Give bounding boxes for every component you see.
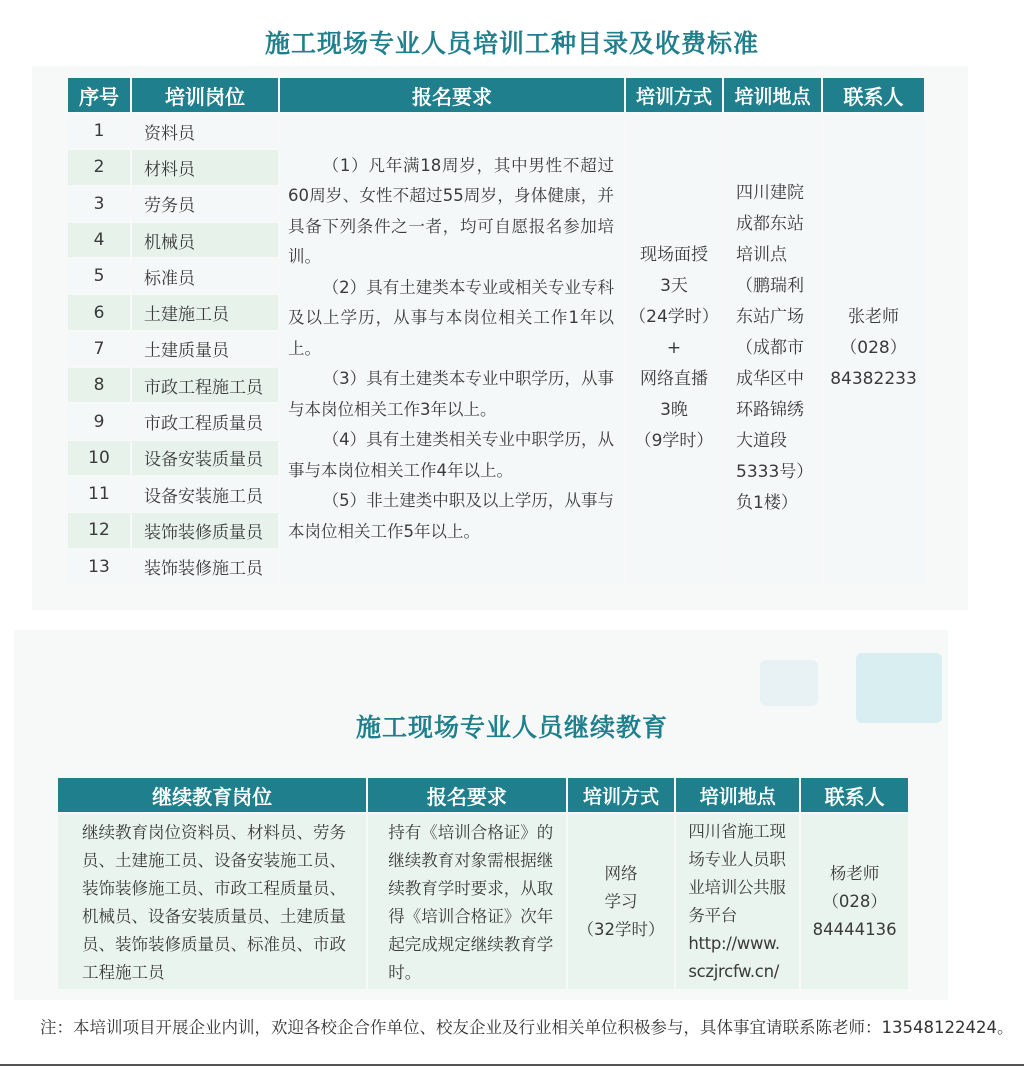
header-ce-requirements: 报名要求 — [368, 778, 565, 812]
location-line: 业培训公共服 — [688, 877, 786, 897]
location-line: 培训点 — [736, 245, 787, 266]
header-ce-method: 培训方式 — [568, 778, 675, 812]
requirements-cell — [280, 114, 624, 584]
platform-link[interactable]: http://www. — [688, 933, 780, 953]
row-position: 机械员 — [132, 223, 278, 257]
row-number: 3 — [68, 187, 130, 221]
row-number: 12 — [68, 513, 130, 547]
header-ce-contact: 联系人 — [801, 778, 908, 812]
method-line: 网络直播 — [640, 369, 708, 390]
location-line: 成华区中 — [736, 369, 804, 390]
header-position: 培训岗位 — [132, 78, 278, 112]
table-row — [58, 814, 908, 989]
header-method: 培训方式 — [626, 78, 722, 112]
footer-note: 注：本培训项目开展企业内训，欢迎各校企合作单位、校友企业及行业相关单位积极参与，具体事宜请联系陈老师：13548122424。 — [40, 1018, 1014, 1037]
row-position: 设备安装施工员 — [132, 477, 278, 511]
row-position: 市政工程施工员 — [132, 368, 278, 402]
location-line: （成都市 — [736, 338, 804, 359]
location-line: 5333号） — [736, 462, 814, 483]
requirement-item: （1）凡年满18周岁，其中男性不超过60周岁、女性不超过55周岁，身体健康，并具备下列条件之一者，均可自愿报名参加培训。 — [288, 155, 614, 267]
row-position: 装饰装修施工员 — [132, 550, 278, 584]
row-number: 11 — [68, 477, 130, 511]
requirement-item: （5）非土建类中职及以上学历，从事与本岗位相关工作5年以上。 — [288, 491, 614, 541]
header-ce-position: 继续教育岗位 — [58, 778, 366, 812]
location-line: 务平台 — [688, 905, 737, 925]
location-line: 场专业人员职 — [688, 849, 786, 869]
location-cell — [724, 114, 821, 584]
decorative-block-small — [760, 660, 818, 706]
location-line: 成都东站 — [736, 214, 804, 235]
requirement-item: （4）具有土建类相关专业中职学历，从事与本岗位相关工作4年以上。 — [288, 430, 614, 480]
row-position: 设备安装质量员 — [132, 441, 278, 475]
header-contact: 联系人 — [823, 78, 924, 112]
method-cell — [626, 114, 722, 584]
location-line: （鹏瑞利 — [736, 276, 804, 297]
row-position: 土建质量员 — [132, 332, 278, 366]
method-line: （24学时） — [629, 307, 719, 328]
contact-area-code: （028） — [822, 891, 887, 911]
section1-title: 施工现场专业人员培训工种目录及收费标准 — [264, 29, 759, 58]
method-line: （9学时） — [634, 431, 714, 452]
row-number: 8 — [68, 368, 130, 402]
row-position: 材料员 — [132, 150, 278, 184]
location-line: 东站广场 — [736, 307, 804, 328]
header-location: 培训地点 — [724, 78, 821, 112]
method-line: 学习 — [604, 891, 638, 911]
row-number: 13 — [68, 550, 130, 584]
row-number: 4 — [68, 223, 130, 257]
row-position: 装饰装修质量员 — [132, 513, 278, 547]
ce-requirement-cell: 持有《培训合格证》的继续教育对象需根据继续教育学时要求，从取得《培训合格证》次年起完成规定继续教育学时。 — [368, 814, 565, 989]
header-no: 序号 — [68, 78, 130, 112]
requirement-item: （3）具有土建类本专业中职学历，从事与本岗位相关工作3年以上。 — [288, 369, 614, 419]
continuing-education-table — [56, 776, 910, 991]
ce-positions-cell: 继续教育岗位资料员、材料员、劳务员、土建施工员、设备安装施工员、装饰装修施工员、市政工程质量员、机械员、设备安装质量员、土建质量员、装饰装修质量员、标准员、市政工程施工员 — [58, 814, 366, 989]
row-position: 劳务员 — [132, 187, 278, 221]
method-line: 现场面授 — [640, 245, 708, 266]
training-catalog-table — [66, 76, 926, 586]
row-position: 标准员 — [132, 259, 278, 293]
location-line: 四川建院 — [736, 183, 804, 204]
section2-title: 施工现场专业人员继续教育 — [355, 713, 668, 742]
contact-phone: 84444136 — [812, 919, 897, 939]
contact-name: 张老师 — [848, 307, 899, 328]
ce-location-cell — [676, 814, 799, 989]
ce-contact-cell — [801, 814, 908, 989]
row-number: 7 — [68, 332, 130, 366]
table-header-row — [68, 78, 924, 112]
row-number: 2 — [68, 150, 130, 184]
header-ce-location: 培训地点 — [676, 778, 799, 812]
location-line: 四川省施工现 — [688, 821, 786, 841]
row-number: 1 — [68, 114, 130, 148]
platform-link[interactable]: sczjrcfw.cn/ — [688, 961, 779, 981]
contact-name: 杨老师 — [829, 863, 880, 883]
location-line: 环路锦绣 — [736, 400, 804, 421]
location-line: 大道段 — [736, 431, 787, 452]
table-row — [68, 114, 924, 148]
location-line: 负1楼） — [736, 493, 798, 514]
row-position: 土建施工员 — [132, 295, 278, 329]
row-number: 5 — [68, 259, 130, 293]
method-line: 3天 — [660, 276, 688, 297]
row-number: 9 — [68, 404, 130, 438]
method-line: （32学时） — [577, 919, 665, 939]
method-line: 3晚 — [660, 400, 688, 421]
table-header-row — [58, 778, 908, 812]
method-line: 网络 — [604, 863, 638, 883]
row-position: 资料员 — [132, 114, 278, 148]
method-line: + — [666, 338, 682, 359]
ce-method-cell — [568, 814, 675, 989]
row-position: 市政工程质量员 — [132, 404, 278, 438]
requirement-item: （2）具有土建类本专业或相关专业专科及以上学历，从事与本岗位相关工作1年以上。 — [288, 277, 614, 358]
contact-cell — [823, 114, 924, 584]
contact-area-code: （028） — [840, 338, 907, 359]
row-number: 6 — [68, 295, 130, 329]
contact-phone: 84382233 — [830, 369, 917, 390]
header-requirements: 报名要求 — [280, 78, 624, 112]
row-number: 10 — [68, 441, 130, 475]
